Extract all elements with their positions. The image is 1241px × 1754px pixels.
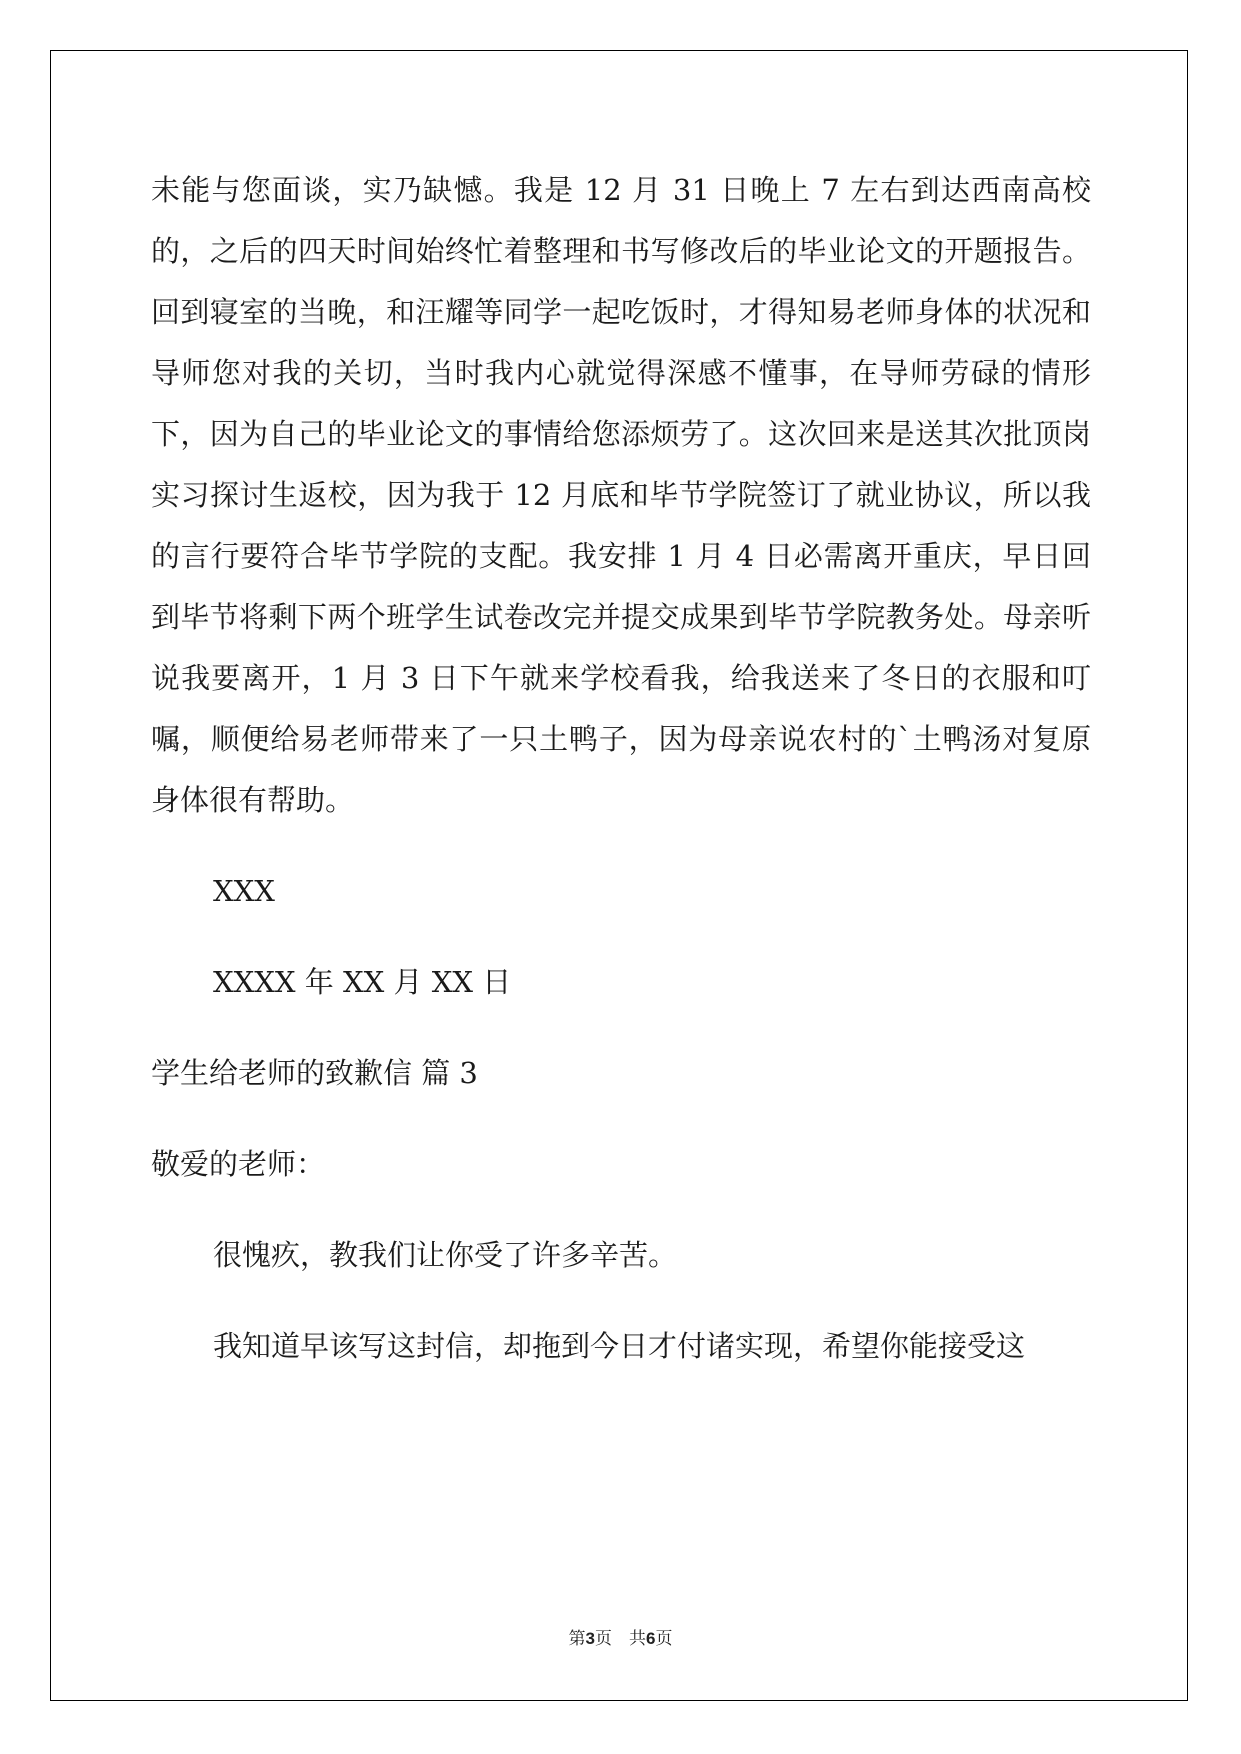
body-paragraph: 我知道早该写这封信，却拖到今日才付诸实现，希望你能接受这 <box>213 1329 1026 1363</box>
body-paragraph: 很愧疚，教我们让你受了许多辛苦。 <box>213 1238 678 1272</box>
signature-name: XXX <box>213 874 275 908</box>
spacer <box>151 1195 1091 1225</box>
page-footer <box>0 1624 1241 1649</box>
total-page-count: 6 <box>646 1629 656 1648</box>
current-page-number: 3 <box>585 1629 595 1648</box>
spacer <box>151 1104 1091 1134</box>
footer-suffix: 页 <box>655 1629 673 1649</box>
footer-prefix: 第 <box>568 1629 586 1649</box>
spacer <box>151 831 1091 861</box>
document-body <box>151 160 1091 1377</box>
body-paragraph: 未能与您面谈，实乃缺憾。我是 12 月 31 日晚上 7 左右到达西南高校的，之后的四天时间始终忙着整理和书写修改后的毕业论文的开题报告。回到寝室的当晚，和汪耀等同学一起吃饭时，才得知易老师身体的状况和导师您对我的关切，当时我内心就觉得深感不懂事，在导师劳碌的情形下，因为自己的毕业论文的事情给您添烦劳了。这次回来是送其次批顶岗实习探讨生返校，因为我于 12 月底和毕节学院签订了就业协议，所以我的言行要符合毕节学院的支配。我安排 1 月 4 日必需离开重庆，早日回到毕节将剩下两个班学生试卷改完并提交成果到毕节学院教务处。母亲听说我要离开，1 月 3 日下午就来学校看我，给我送来了冬日的衣服和叮嘱，顺便给易老师带来了一只土鸭子，因为母亲说农村的`土鸭汤对复原身体很有帮助。 <box>151 173 1091 817</box>
spacer <box>151 1013 1091 1043</box>
footer-middle: 页 共 <box>595 1629 646 1649</box>
letter-salutation: 敬爱的老师： <box>151 1147 326 1181</box>
signature-date: XXXX 年 XX 月 XX 日 <box>213 965 512 999</box>
spacer <box>151 922 1091 952</box>
section-heading: 学生给老师的致歉信 篇 3 <box>151 1056 478 1090</box>
spacer <box>151 1286 1091 1316</box>
